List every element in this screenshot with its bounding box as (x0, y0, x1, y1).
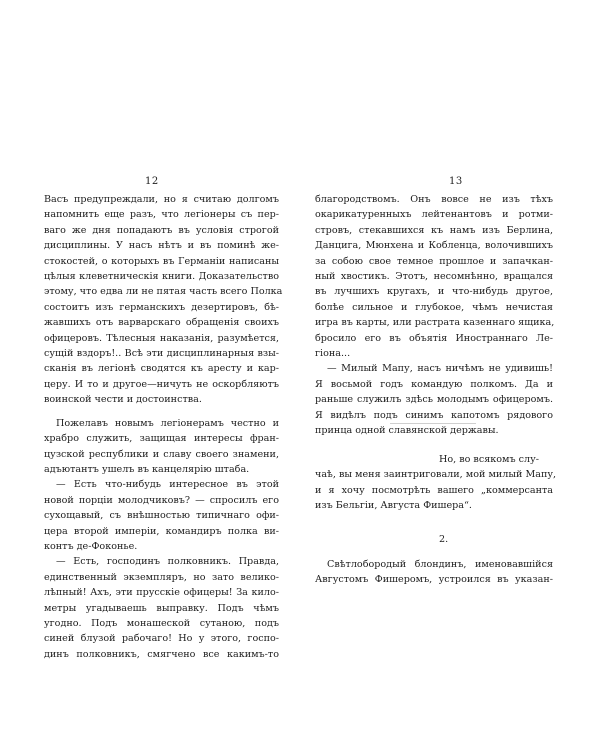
text-line: — Есть что-нибудь интересное въ этой (56, 479, 279, 491)
text-line: принца одной славянской державы. (315, 425, 499, 437)
text-line: цѣлыя клеветническія книги. Доказательство (44, 271, 279, 283)
text-line: адъютантъ ушелъ въ канцелярію штаба. (44, 463, 250, 475)
right-text-column-3 (315, 557, 553, 588)
text-line: офицеровъ. Тѣлесныя наказанія, разумѣется, (44, 332, 279, 344)
text-line: Я видѣлъ подъ синимъ капотомъ рядового (315, 409, 553, 421)
text-line: метры угадываешь выправку. Подъ чѣмъ (44, 602, 279, 614)
text-line: новой порціи молодчиковъ? — спросилъ его (44, 494, 279, 506)
text-line: Я восьмой годъ командую полкомъ. Да и (315, 378, 553, 390)
text-line: окарикатуренныхъ лейтенантовъ и ротми- (315, 209, 553, 221)
text-line: раньше служилъ здѣсь молодымъ офицеромъ. (315, 394, 553, 406)
text-line: — Милый Мапу, насъ ничѣмъ не удивишь! (327, 363, 553, 375)
text-line: благородствомъ. Онъ вовсе не изъ тѣхъ (315, 194, 553, 205)
text-line: и я хочу посмотрѣть вашего „коммерсанта (315, 484, 553, 496)
text-line: Августомъ Фишеромъ, устроился въ указан- (315, 574, 553, 586)
page-number-right: 13 (449, 176, 463, 187)
text-line: изъ Бельгіи, Августа Фишера“. (315, 500, 472, 512)
text-line: сухощавый, съ внѣшностью типичнаго офи- (44, 510, 279, 522)
text-line: динъ полковникъ, смягчено все какимъ-то (44, 648, 279, 660)
text-line: лѣпный! Ахъ, эти прусскіе офицеры! За кило- (44, 587, 279, 599)
text-line: синей блузой рабочаго! Но у этого, госпо- (44, 633, 279, 645)
text-line: угодно. Подъ монашеской сутаною, подъ (44, 617, 279, 629)
text-line: цузской республики и славу своего знамени, (44, 448, 279, 460)
text-line: храбро служить, защищая интересы фран- (44, 433, 279, 445)
right-text-column-2 (315, 452, 557, 514)
text-line: этому, что едва ли не пятая часть всего Полка (44, 286, 283, 298)
text-line: въ лучшихъ кругахъ, и что-нибудь другое, (315, 286, 553, 298)
text-line: болѣе сильное и глубокое, чѣмъ нечистая (315, 301, 553, 313)
chapter-number: 2. (439, 534, 449, 545)
text-line: Васъ предупреждали, но я считаю долгомъ (44, 194, 279, 205)
text-line: напомнить еще разъ, что легіонеры съ пер- (44, 209, 279, 221)
text-line: за собою свое темное прошлое и запачкан- (315, 255, 553, 267)
text-line: единственный экземпляръ, но зато велико- (44, 571, 279, 583)
text-line: — Есть, господинъ полковникъ. Правда, (56, 556, 279, 568)
text-line: Но, во всякомъ слу- (438, 454, 539, 465)
text-line: сканія въ легіонѣ сводятся къ аресту и кар- (44, 363, 279, 375)
section-separator (390, 423, 476, 424)
page-number-left: 12 (145, 176, 159, 187)
text-line: контъ де-Фоконье. (44, 540, 138, 552)
text-line: чаѣ, вы меня заинтриговали, мой милый Мапу, (315, 469, 557, 481)
right-text-column (315, 192, 553, 439)
text-line: бросило его въ объятія Иностраннаго Ле- (315, 332, 553, 344)
text-line: гіона... (315, 348, 351, 360)
text-line: сущій вздоръ!.. Всѣ эти дисциплинарныя взы- (44, 348, 279, 360)
text-line: церу. И то и другое—ничуть не оскорбляютъ (44, 378, 279, 390)
text-line: состоитъ изъ германскихъ дезертировъ, бѣ- (44, 301, 279, 313)
text-line: воинской чести и достоинства. (44, 394, 202, 406)
text-line: игра въ карты, или растрата казеннаго ящика, (315, 317, 555, 329)
paragraph-gap (44, 408, 279, 416)
text-line: цера второй имперіи, командиръ полка ви- (44, 525, 279, 537)
text-line: ный хвостикъ. Этотъ, несомнѣнно, вращался (315, 271, 553, 283)
text-line: Данцига, Мюнхена и Кобленца, волочившихъ (315, 240, 553, 252)
text-line: стокостей, о которыхъ въ Германіи написаны (44, 255, 279, 267)
left-text-column (44, 192, 283, 662)
text-line: дисциплины. У насъ нѣтъ и въ поминѣ же- (44, 240, 279, 252)
text-line: Пожелавъ новымъ легіонерамъ честно и (56, 417, 279, 429)
text-line: ваго же дня попадаютъ въ условія строгой (44, 224, 279, 236)
text-line: стровъ, стекавшихся къ намъ изъ Берлина, (315, 224, 553, 236)
text-line: жавшихъ отъ варварскаго обращенія своихъ (44, 317, 279, 329)
text-line: Свѣтлобородый блондинъ, именовавшійся (327, 559, 553, 570)
